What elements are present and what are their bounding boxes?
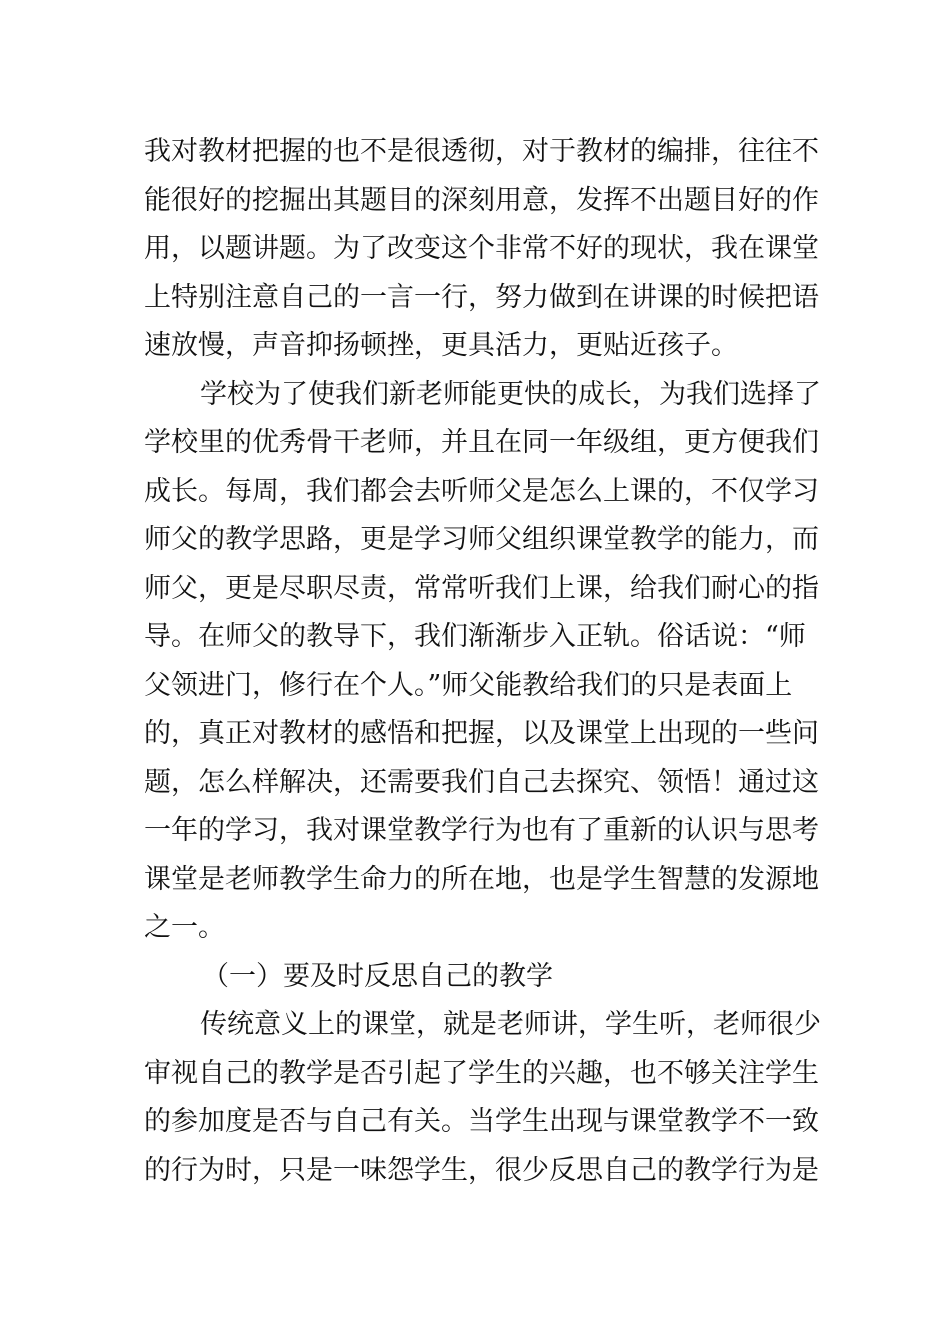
body-text xyxy=(144,128,821,1195)
text-line: 能很好的挖掘出其题目的深刻用意，发挥不出题目好的作 xyxy=(144,184,819,216)
text-line: 导。在师父的教导下，我们渐渐步入正轨。俗话说：“师 xyxy=(144,621,806,652)
text-line: 之一。 xyxy=(144,912,225,943)
text-line: 的行为时，只是一味怨学生，很少反思自己的教学行为是 xyxy=(144,1154,819,1186)
text-line: 一年的学习，我对课堂教学行为也有了重新的认识与思考 xyxy=(144,815,819,846)
text-line: 师父，更是尽职尽责，常常听我们上课，给我们耐心的指 xyxy=(144,572,819,604)
text-line: 我对教材把握的也不是很透彻，对于教材的编排，往往不 xyxy=(144,136,819,167)
text-line: 用，以题讲题。为了改变这个非常不好的现状，我在课堂 xyxy=(144,233,819,264)
text-line: 课堂是老师教学生命力的所在地，也是学生智慧的发源地 xyxy=(144,863,819,895)
text-line: 的参加度是否与自己有关。当学生出现与课堂教学不一致 xyxy=(144,1106,819,1137)
text-line: 审视自己的教学是否引起了学生的兴趣，也不够关注学生 xyxy=(144,1057,819,1089)
text-line: 题，怎么样解决，还需要我们自己去探究、领悟！通过这 xyxy=(144,766,819,798)
paragraph-start-line: 学校为了使我们新老师能更快的成长，为我们选择了 xyxy=(200,378,821,410)
text-line: 成长。每周，我们都会去听师父是怎么上课的，不仅学习 xyxy=(144,475,819,507)
text-line: 速放慢，声音抑扬顿挫，更具活力，更贴近孩子。 xyxy=(144,330,738,361)
paragraph-start-line: 传统意义上的课堂，就是老师讲，学生听，老师很少 xyxy=(200,1009,821,1040)
text-line: 师父的教学思路，更是学习师父组织课堂教学的能力，而 xyxy=(144,524,819,555)
text-line: 的，真正对教材的感悟和把握，以及课堂上出现的一些问 xyxy=(144,718,819,749)
section-heading: （一）要及时反思自己的教学 xyxy=(202,960,553,992)
text-line: 学校里的优秀骨干老师，并且在同一年级组，更方便我们 xyxy=(144,427,819,458)
text-line: 上特别注意自己的一言一行，努力做到在讲课的时候把语 xyxy=(144,281,819,313)
text-line: 父领进门，修行在个人。”师父能教给我们的只是表面上 xyxy=(144,669,793,701)
